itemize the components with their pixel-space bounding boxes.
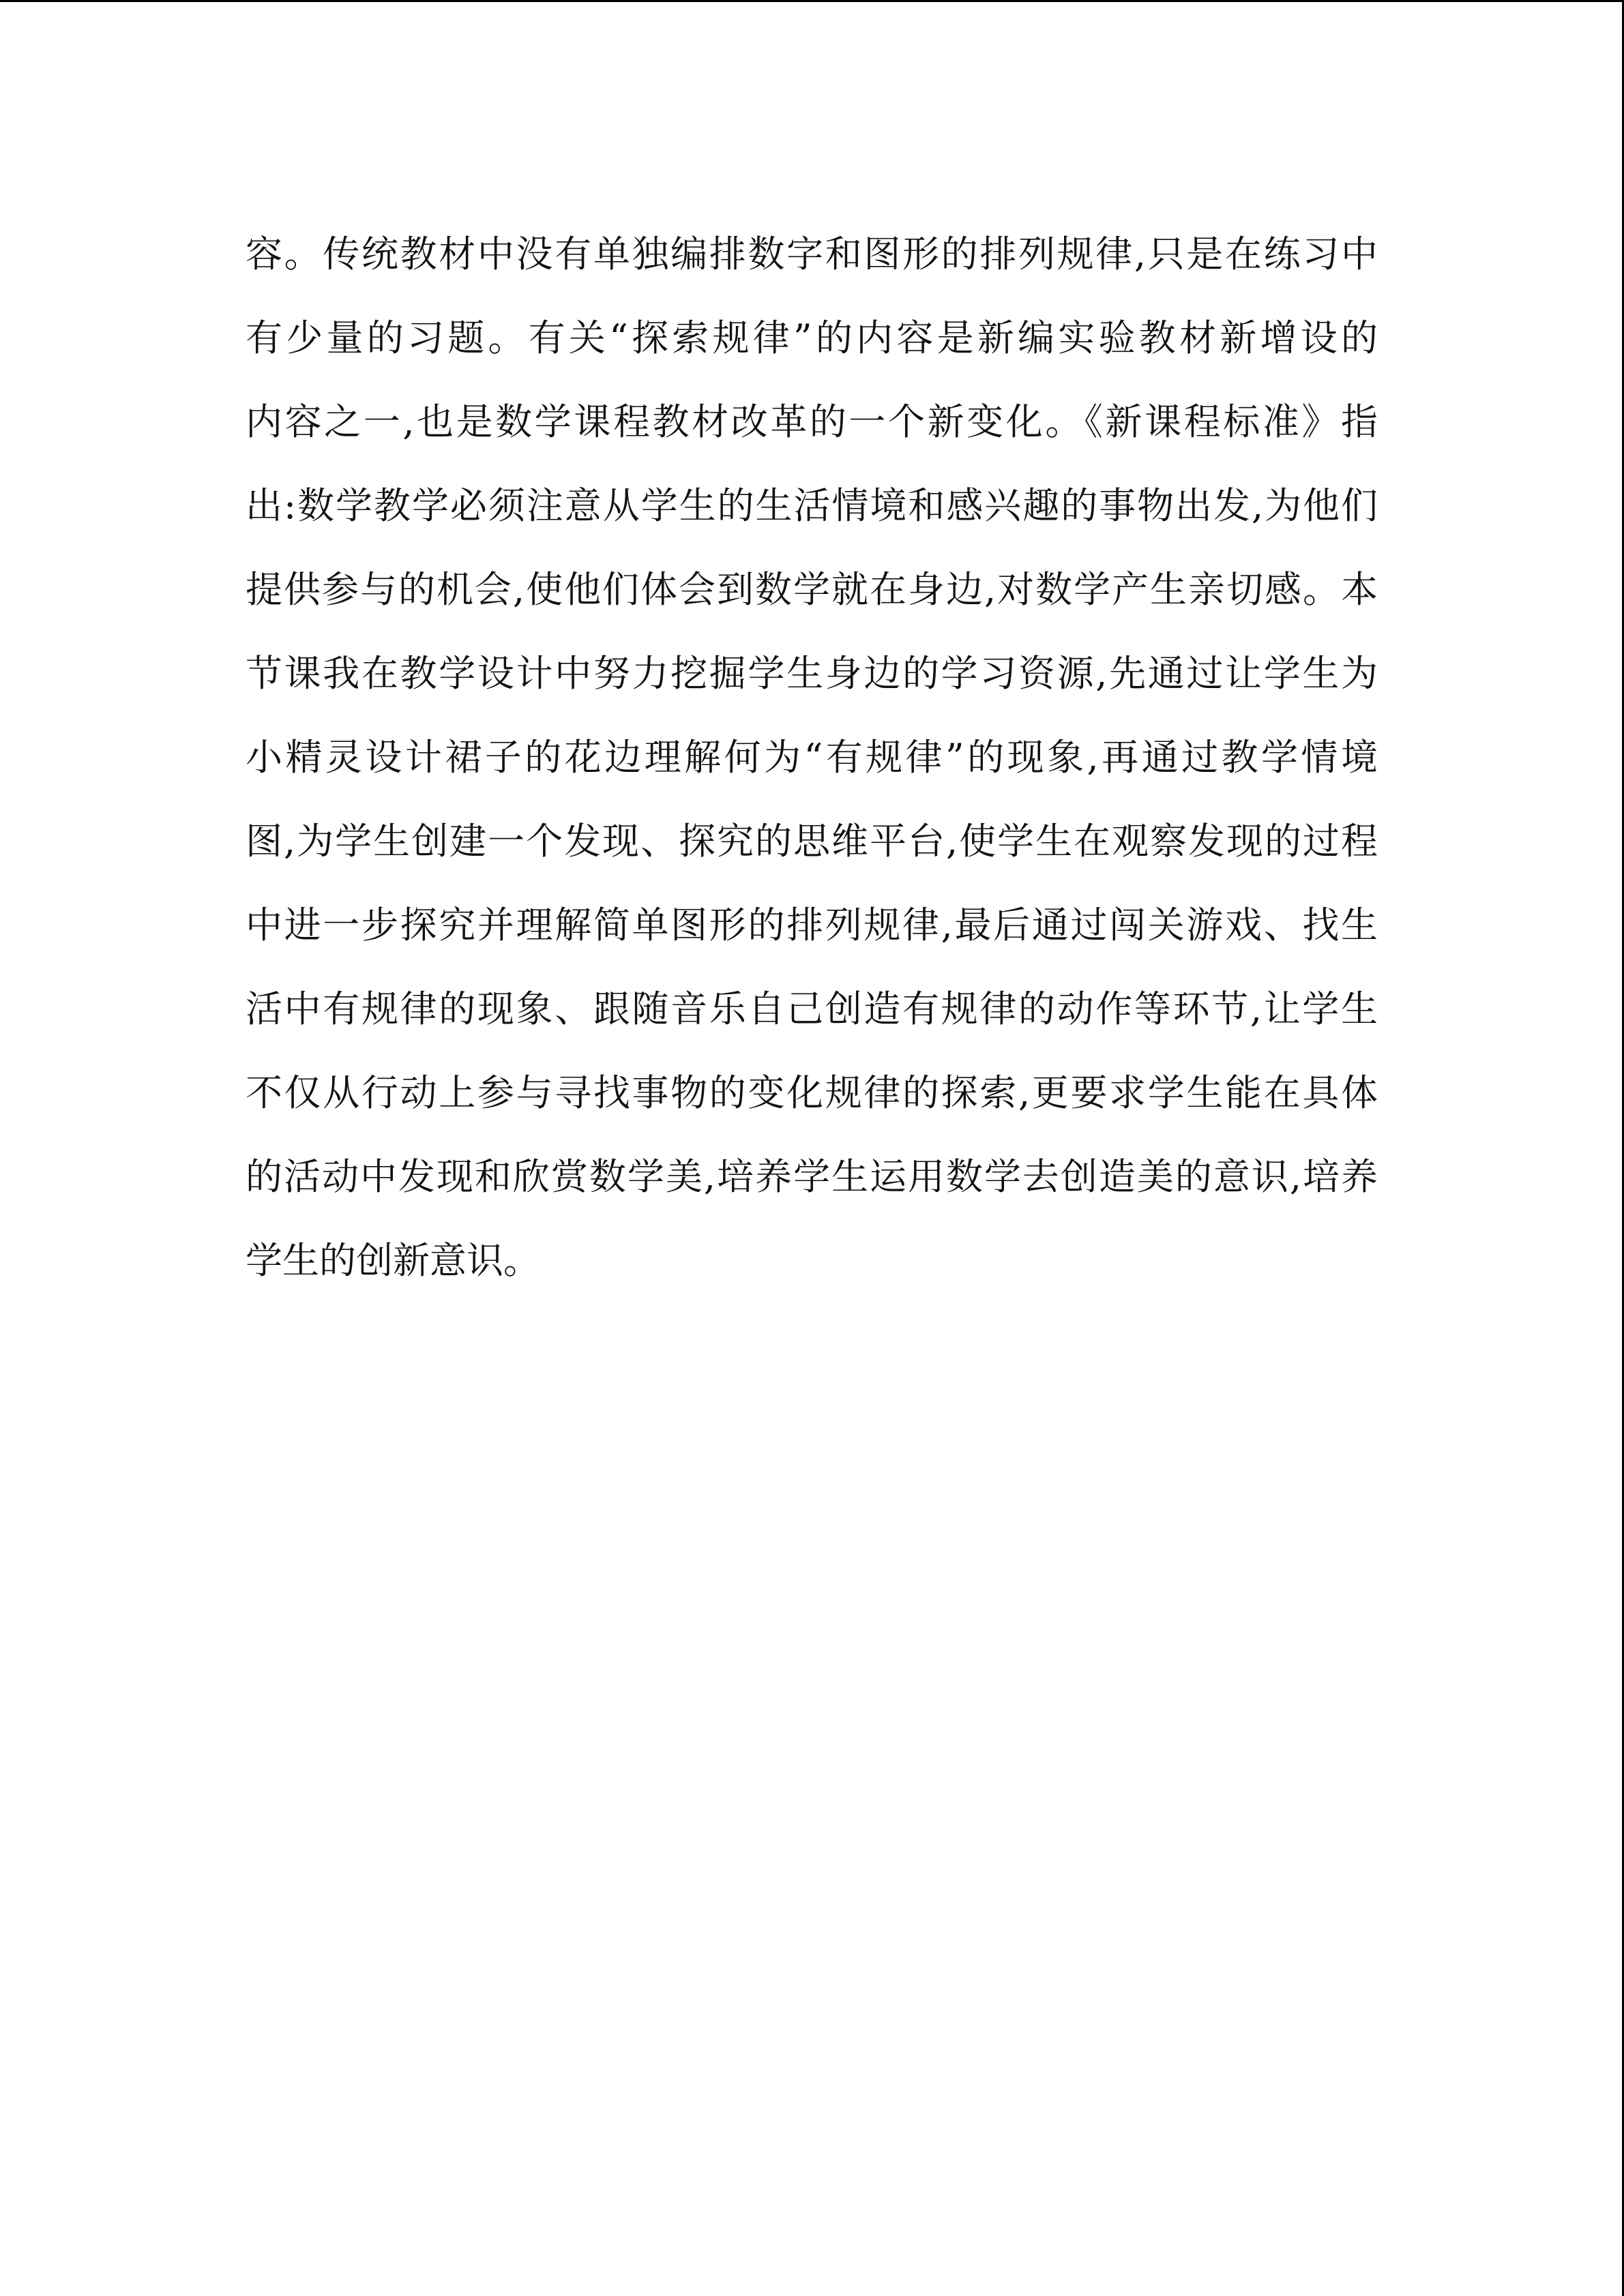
paragraph-line-4: 出:数学教学必须注意从学生的生活情境和感兴趣的事物出发,为他们 — [246, 484, 1378, 527]
paragraph-line-5: 提供参与的机会,使他们体会到数学就在身边,对数学产生亲切感。本 — [246, 568, 1378, 611]
paragraph-line-9: 中进一步探究并理解简单图形的排列规律,最后通过闯关游戏、找生 — [246, 904, 1378, 946]
paragraph-line-11: 不仅从行动上参与寻找事物的变化规律的探索,更要求学生能在具体 — [246, 1071, 1378, 1114]
paragraph-line-7: 小精灵设计裙子的花边理解何为“有规律”的现象,再通过教学情境 — [246, 736, 1378, 779]
paragraph-line-13: 学生的创新意识。 — [246, 1239, 540, 1282]
paragraph-line-6: 节课我在教学设计中努力挖掘学生身边的学习资源,先通过让学生为 — [246, 652, 1378, 695]
paragraph-line-1: 容。传统教材中没有单独编排数字和图形的排列规律,只是在练习中 — [246, 233, 1378, 275]
body-paragraph — [246, 212, 1378, 1302]
paragraph-line-10: 活中有规律的现象、跟随音乐自己创造有规律的动作等环节,让学生 — [246, 987, 1378, 1030]
paragraph-line-2: 有少量的习题。有关“探索规律”的内容是新编实验教材新增设的 — [246, 316, 1378, 359]
paragraph-line-8: 图,为学生创建一个发现、探究的思维平台,使学生在观察发现的过程 — [246, 820, 1378, 863]
paragraph-line-12: 的活动中发现和欣赏数学美,培养学生运用数学去创造美的意识,培养 — [246, 1155, 1378, 1198]
paragraph-line-3: 内容之一,也是数学课程教材改革的一个新变化。《新课程标准》指 — [246, 400, 1378, 443]
